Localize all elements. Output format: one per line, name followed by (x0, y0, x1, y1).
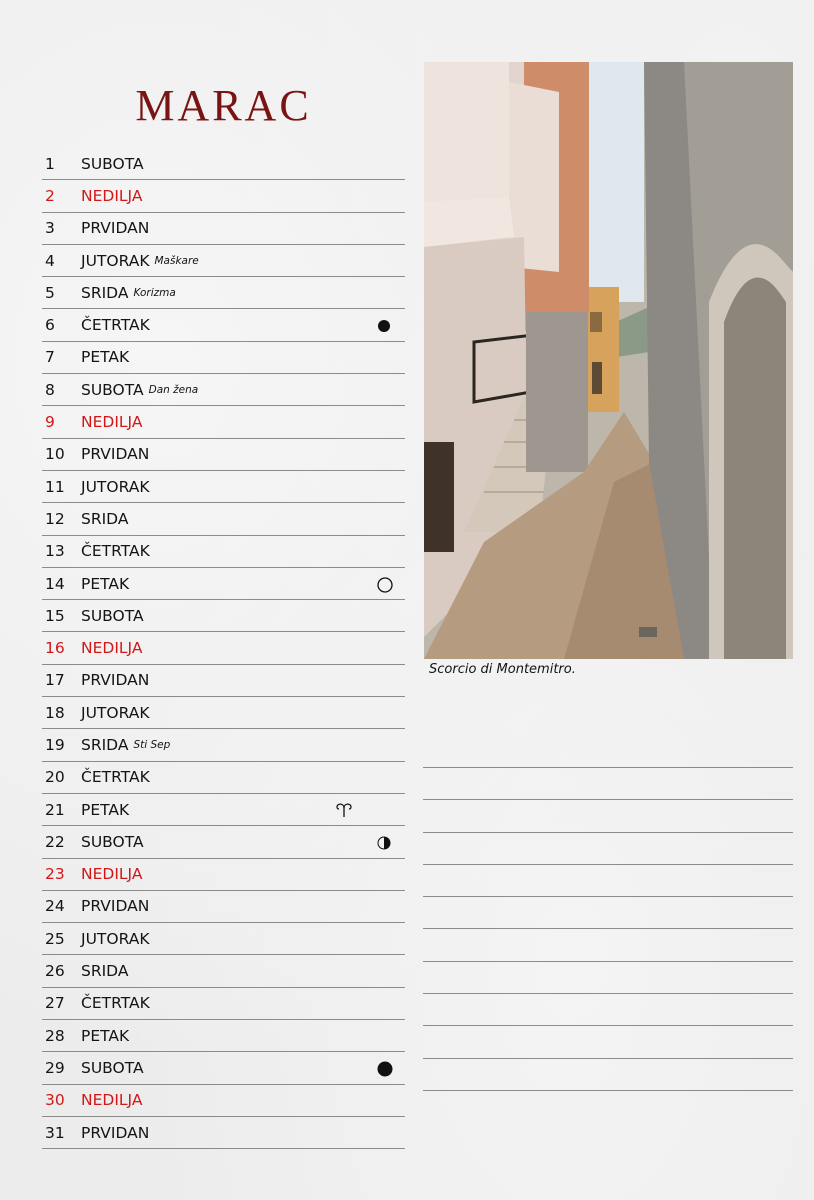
day-row (42, 309, 405, 341)
day-number: 3 (45, 219, 55, 238)
day-number: 20 (45, 768, 65, 787)
day-number: 2 (45, 186, 55, 205)
note-line (423, 961, 793, 993)
day-name: JUTORAK (81, 251, 150, 270)
note-line (423, 1090, 793, 1122)
day-number: 9 (45, 413, 55, 432)
alley-photo (424, 62, 793, 659)
day-row (42, 277, 405, 309)
day-name: SRIDA (81, 962, 129, 981)
day-number: 5 (45, 283, 55, 302)
day-number: 31 (45, 1123, 65, 1142)
day-row (42, 213, 405, 245)
day-note: Maškare (154, 254, 199, 267)
day-name: NEDILJA (81, 865, 143, 884)
day-name: PRVIDAN (81, 445, 150, 464)
day-number: 6 (45, 316, 55, 335)
day-name: ČETRTAK (81, 542, 150, 561)
day-name: SUBOTA (81, 1058, 144, 1077)
day-row (42, 794, 405, 826)
day-row (42, 180, 405, 212)
day-note: Korizma (133, 286, 176, 299)
day-row (42, 762, 405, 794)
day-name: JUTORAK (81, 477, 150, 496)
note-line (423, 1025, 793, 1057)
day-row (42, 665, 405, 697)
day-number: 23 (45, 865, 65, 884)
note-line (423, 767, 793, 799)
day-note: Dan žena (148, 383, 199, 396)
day-row (42, 891, 405, 923)
day-number: 30 (45, 1091, 65, 1110)
last-quarter-moon-icon (377, 318, 391, 332)
day-number: 15 (45, 606, 65, 625)
day-row (42, 568, 405, 600)
day-name: SRIDA (81, 735, 129, 754)
day-row (42, 148, 405, 180)
day-number: 26 (45, 962, 65, 981)
day-name: PETAK (81, 574, 130, 593)
new-moon-icon (377, 1061, 391, 1075)
day-number: 19 (45, 735, 65, 754)
day-name: PRVIDAN (81, 671, 150, 690)
day-name: SRIDA (81, 509, 129, 528)
day-number: 14 (45, 574, 65, 593)
note-line (423, 928, 793, 960)
notes-lines (423, 767, 793, 1122)
day-number: 7 (45, 348, 55, 367)
day-number: 25 (45, 929, 65, 948)
note-line (423, 1058, 793, 1090)
day-row (42, 923, 405, 955)
day-name: JUTORAK (81, 703, 150, 722)
note-line (423, 896, 793, 928)
day-row (42, 406, 405, 438)
day-row (42, 697, 405, 729)
day-number: 24 (45, 897, 65, 916)
day-number: 18 (45, 703, 65, 722)
day-name: NEDILJA (81, 1091, 143, 1110)
day-name: PRVIDAN (81, 897, 150, 916)
day-number: 1 (45, 154, 55, 173)
photo-caption: Scorcio di Montemitro. (429, 662, 576, 677)
day-name: PRVIDAN (81, 1123, 150, 1142)
day-number: 28 (45, 1026, 65, 1045)
day-number: 22 (45, 832, 65, 851)
day-name: SUBOTA (81, 832, 144, 851)
day-name: NEDILJA (81, 186, 143, 205)
day-number: 17 (45, 671, 65, 690)
day-row (42, 729, 405, 761)
note-line (423, 993, 793, 1025)
note-line (423, 799, 793, 831)
day-name: SUBOTA (81, 380, 144, 399)
day-number: 29 (45, 1058, 65, 1077)
day-row (42, 536, 405, 568)
aries-icon (335, 802, 353, 818)
day-name: PETAK (81, 800, 130, 819)
day-list (42, 148, 405, 1149)
day-row (42, 374, 405, 406)
day-note: Sti Sep (133, 738, 171, 751)
day-name: ČETRTAK (81, 768, 150, 787)
day-number: 27 (45, 994, 65, 1013)
day-name: ČETRTAK (81, 316, 150, 335)
day-row (42, 988, 405, 1020)
day-number: 16 (45, 639, 65, 658)
day-name: PETAK (81, 348, 130, 367)
day-row (42, 1085, 405, 1117)
day-row (42, 632, 405, 664)
note-line (423, 832, 793, 864)
day-row (42, 826, 405, 858)
day-row (42, 859, 405, 891)
day-row (42, 503, 405, 535)
day-name: NEDILJA (81, 639, 143, 658)
day-row (42, 342, 405, 374)
day-row (42, 1052, 405, 1084)
day-number: 11 (45, 477, 65, 496)
full-moon-icon (377, 577, 391, 591)
day-row (42, 439, 405, 471)
day-name: SUBOTA (81, 154, 144, 173)
day-name: NEDILJA (81, 413, 143, 432)
day-number: 4 (45, 251, 55, 270)
day-row (42, 471, 405, 503)
day-row (42, 600, 405, 632)
day-number: 12 (45, 509, 65, 528)
note-line (423, 864, 793, 896)
day-name: ČETRTAK (81, 994, 150, 1013)
day-row (42, 955, 405, 987)
day-name: PETAK (81, 1026, 130, 1045)
day-number: 21 (45, 800, 65, 819)
month-title: MARAC (135, 81, 312, 130)
day-row (42, 1020, 405, 1052)
day-name: JUTORAK (81, 929, 150, 948)
day-name: SUBOTA (81, 606, 144, 625)
day-row (42, 1117, 405, 1149)
day-name: PRVIDAN (81, 219, 150, 238)
day-row (42, 245, 405, 277)
day-number: 10 (45, 445, 65, 464)
first-quarter-moon-icon (377, 835, 391, 849)
day-number: 8 (45, 380, 55, 399)
day-number: 13 (45, 542, 65, 561)
day-name: SRIDA (81, 283, 129, 302)
